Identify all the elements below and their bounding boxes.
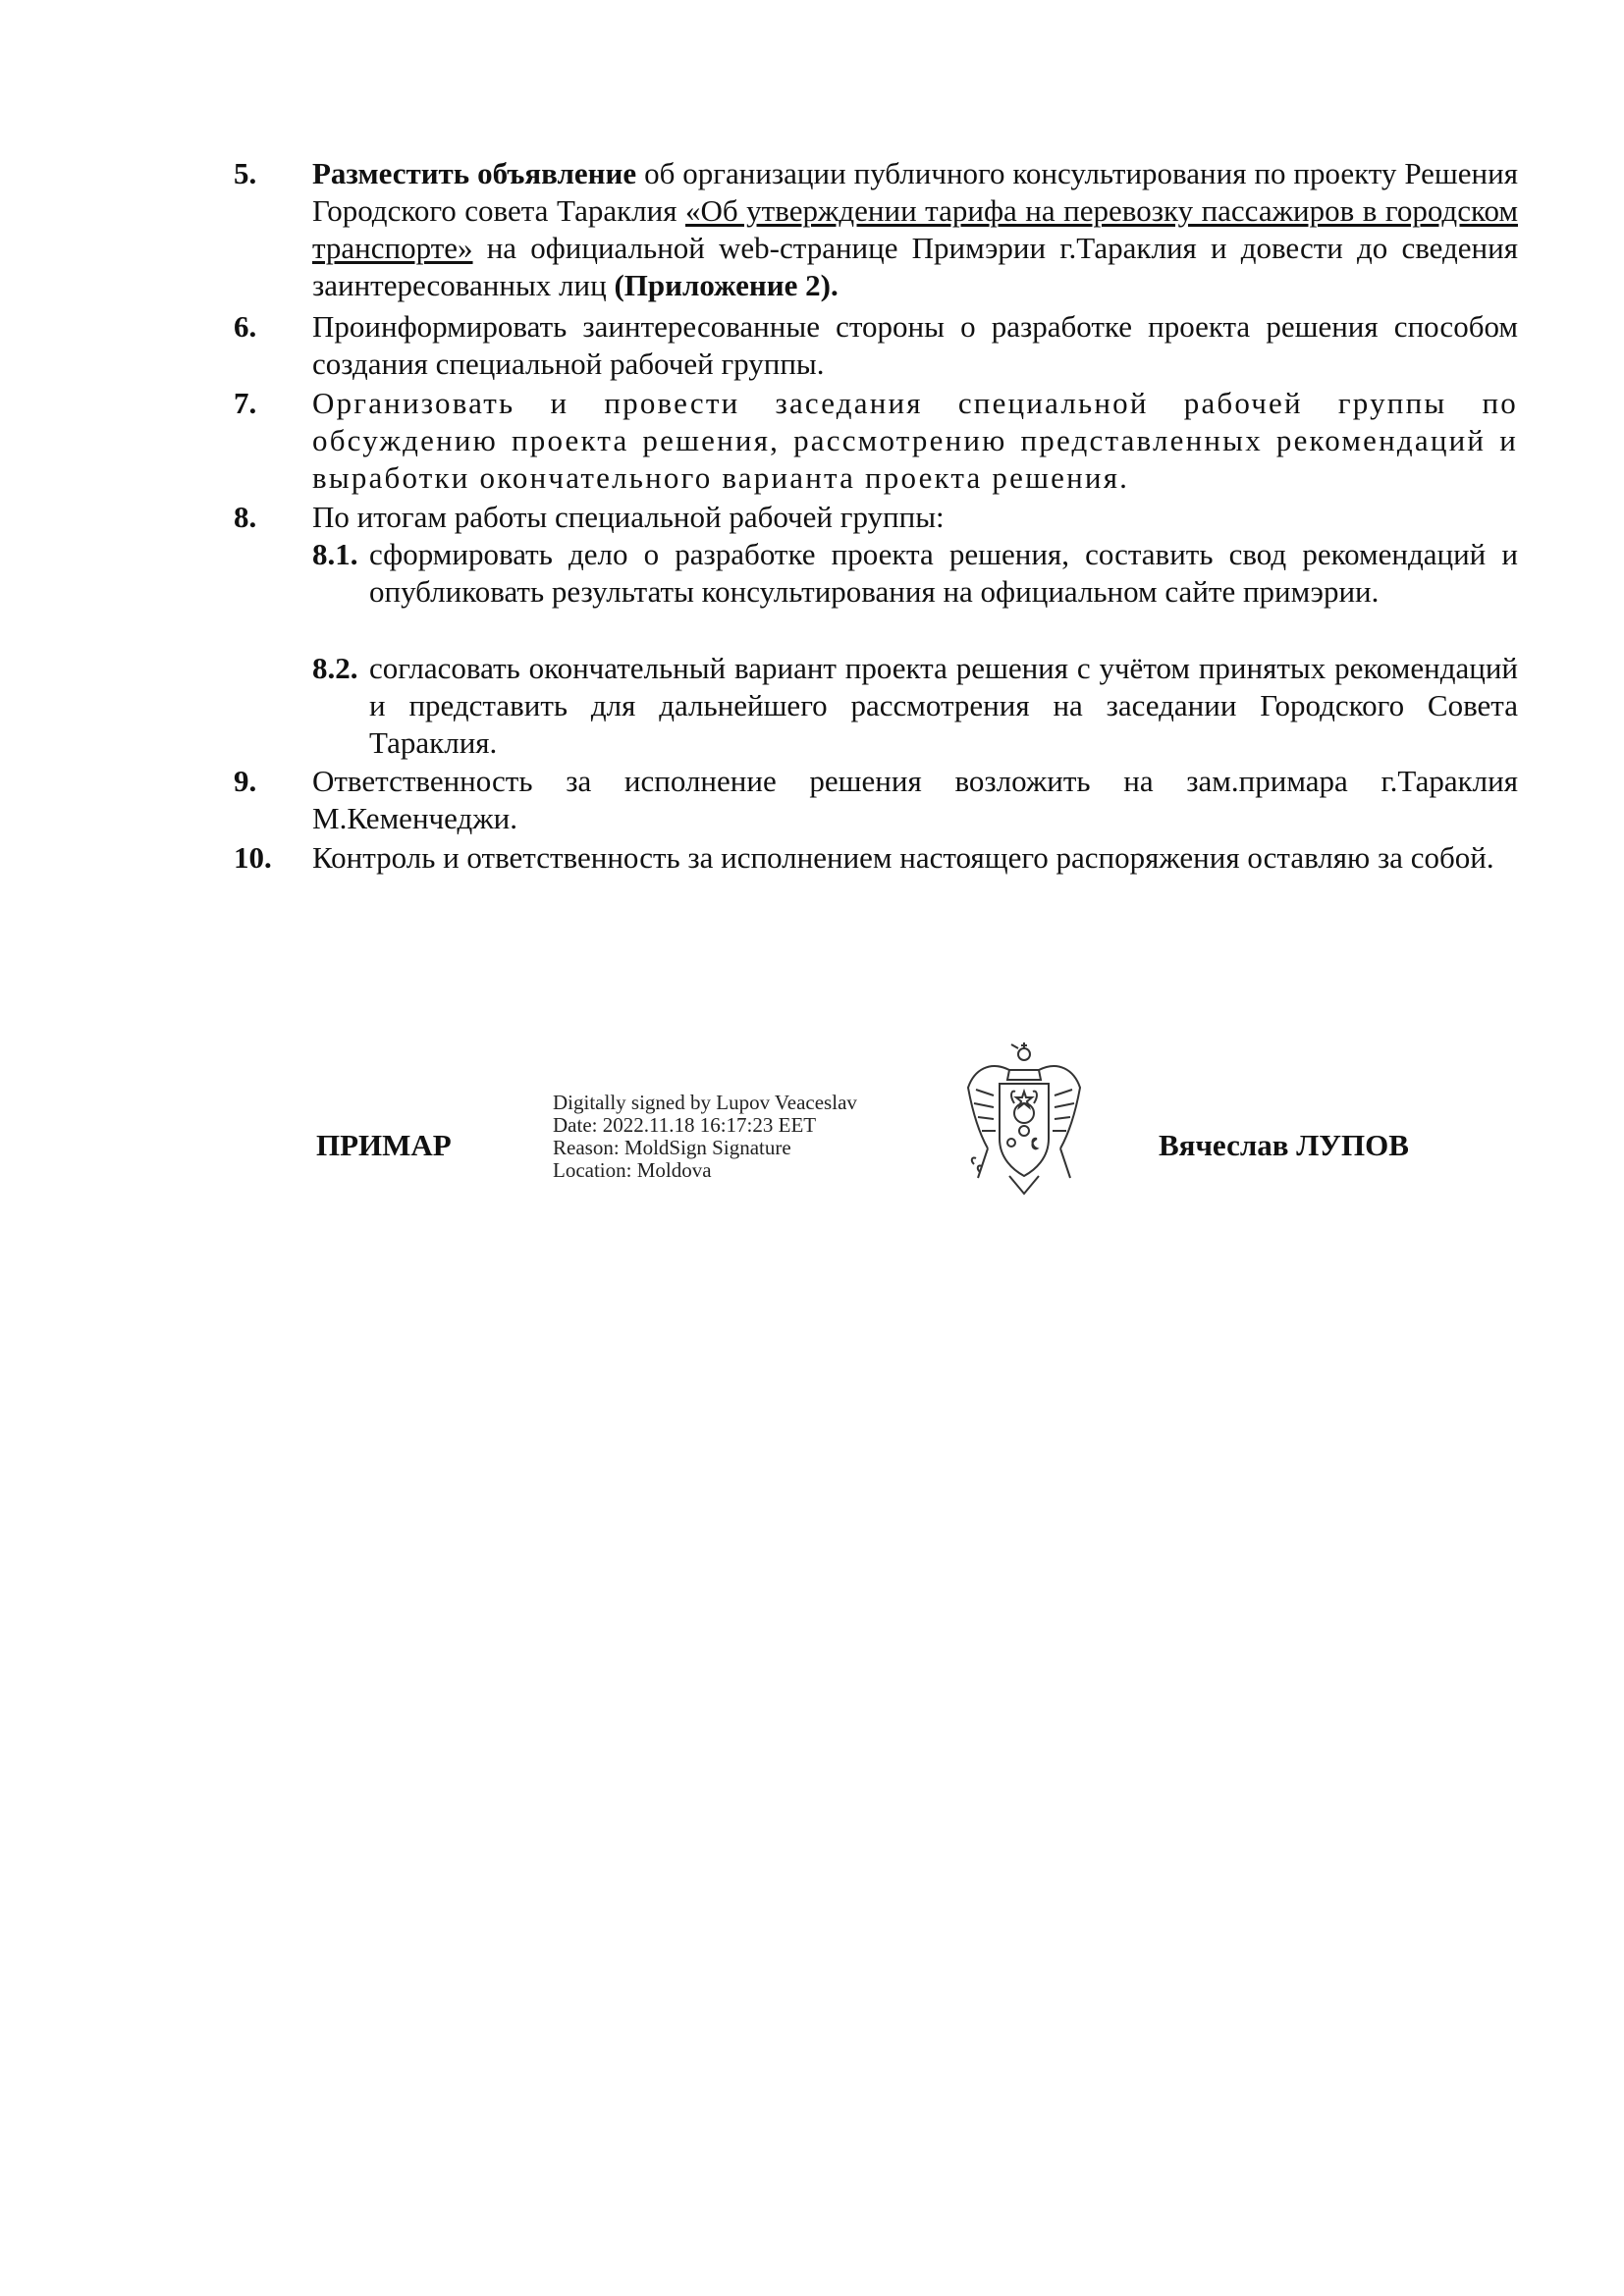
signature-line: Reason: MoldSign Signature bbox=[553, 1136, 791, 1159]
sub-item-text: согласовать окончательный вариант проекта решения с учётом принятых рекомендаций и представить для дальнейшего рассмотрения на заседании Городского Совета Тараклия. bbox=[369, 651, 1518, 760]
list-item-8 bbox=[234, 499, 1518, 536]
signer-name: Вячеслав ЛУПОВ bbox=[1159, 1128, 1409, 1162]
signature-line: Digitally signed by Lupov Veaceslav bbox=[553, 1091, 857, 1114]
item-number: 7. bbox=[234, 386, 257, 420]
digital-signature bbox=[553, 1092, 857, 1182]
item-text: Ответственность за исполнение решения возложить на зам.примара г.Тараклия М.Кеменчеджи. bbox=[312, 764, 1518, 835]
item-bold-lead: Разместить объявление bbox=[312, 156, 637, 190]
appendix-reference: (Приложение 2). bbox=[614, 268, 839, 302]
item-text: Проинформировать заинтересованные стороны о разработке проекта решения способом создания специальной рабочей группы. bbox=[312, 309, 1518, 381]
list-item-7 bbox=[234, 385, 1518, 497]
list-item-9 bbox=[234, 763, 1518, 837]
sub-item-text: сформировать дело о разработке проекта решения, составить свод рекомендаций и опубликовать результаты консультирования на официальном сайте примэрии. bbox=[369, 537, 1518, 609]
list-item-10 bbox=[234, 839, 1518, 877]
item-number: 10. bbox=[234, 840, 272, 875]
item-text-part: об организации публичного консультирования по проекту Решения Городского совета Тараклия bbox=[312, 156, 1518, 228]
sub-item-number: 8.1. bbox=[312, 537, 358, 571]
signature-line: Date: 2022.11.18 16:17:23 EET bbox=[553, 1113, 817, 1137]
list-item-6 bbox=[234, 308, 1518, 383]
list-item-5 bbox=[234, 155, 1518, 304]
sub-item-number: 8.2. bbox=[312, 651, 358, 685]
moldova-coat-of-arms-icon bbox=[960, 1041, 1088, 1198]
decision-title-underlined: «Об утверждении тарифа на перевозку пассажиров в городском транспорте» bbox=[312, 193, 1518, 265]
item-text: Контроль и ответственность за исполнением настоящего распоряжения оставляю за собой. bbox=[312, 840, 1494, 875]
item-number: 8. bbox=[234, 500, 257, 534]
sub-item-8-1 bbox=[312, 536, 1518, 611]
item-text: По итогам работы специальной рабочей группы: bbox=[312, 500, 945, 534]
signature-line: Location: Moldova bbox=[553, 1158, 712, 1182]
item-text bbox=[312, 155, 1518, 304]
item-text-part: на официальной web-странице Примэрии г.Тараклия и довести до сведения заинтересованных лиц bbox=[312, 231, 1518, 302]
signer-role: ПРИМАР bbox=[316, 1128, 452, 1162]
item-text: Организовать и провести заседания специальной рабочей группы по обсуждению проекта решения, рассмотрению представленных рекомендаций и выработки окончательного варианта проекта решения. bbox=[312, 386, 1518, 495]
item-number: 6. bbox=[234, 309, 257, 344]
item-number: 9. bbox=[234, 764, 257, 798]
sub-item-8-2 bbox=[312, 650, 1518, 762]
item-number: 5. bbox=[234, 156, 257, 190]
